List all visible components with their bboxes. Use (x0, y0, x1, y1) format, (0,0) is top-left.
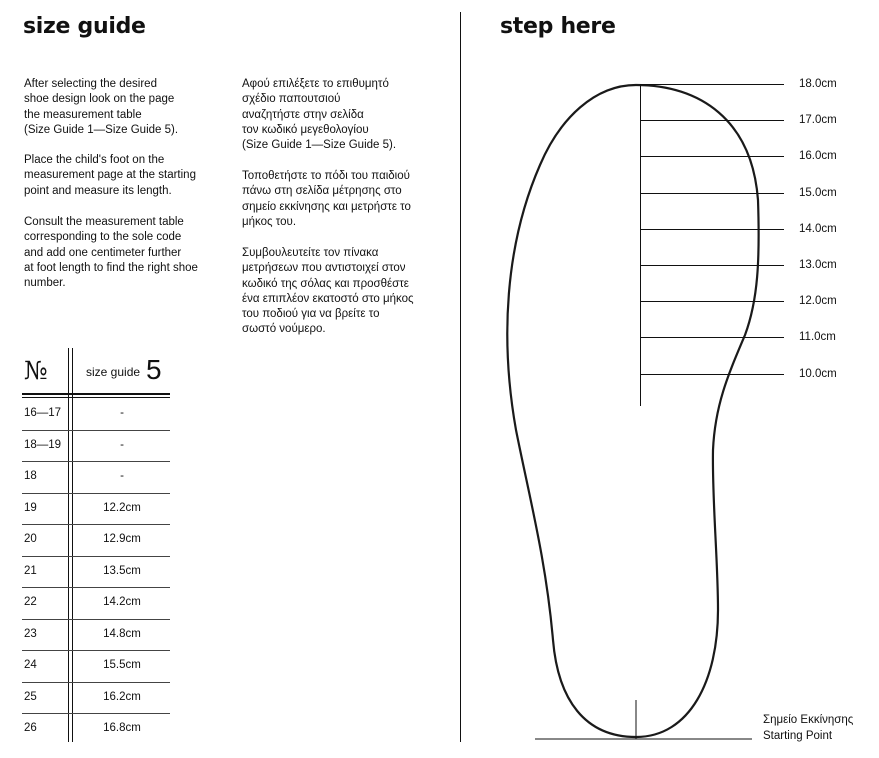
shoe-number-cell: 24 (24, 659, 37, 671)
ruler-tick (640, 229, 784, 230)
ruler-tick (640, 374, 784, 375)
instruction-en-3: Consult the measurement table corresponding to the sole code and add one centimeter further at foot length to find the right shoe number. (24, 216, 198, 290)
ruler-axis (640, 84, 641, 406)
ruler-tick (640, 265, 784, 266)
step-here-title: step here (500, 14, 616, 39)
instruction-en-2: Place the child's foot on the measurement page at the starting point and measure its length. (24, 154, 196, 197)
starting-point-label-en: Starting Point (763, 730, 833, 742)
shoe-number-cell: 18 (24, 470, 37, 482)
ruler-tick-label: 12.0cm (799, 295, 837, 308)
shoe-number-cell: 25 (24, 690, 37, 703)
ruler-tick-label: 13.0cm (799, 259, 837, 271)
foot-length-cell: 15.5cm (103, 659, 141, 671)
size-guide-number: 5 (146, 354, 162, 385)
shoe-number-cell: 16—17 (24, 407, 62, 419)
foot-length-cell: - (120, 407, 124, 419)
size-guide-title: size guide (23, 14, 146, 39)
foot-length-cell: 12.2cm (103, 501, 141, 514)
ruler-tick (640, 193, 784, 194)
ruler-tick (640, 337, 784, 338)
foot-length-cell: 13.5cm (103, 564, 141, 577)
ruler-tick-label: 14.0cm (799, 222, 837, 235)
shoe-number-cell: 23 (24, 627, 37, 640)
starting-point-label-el: Σημείο Εκκίνησης (763, 714, 854, 726)
foot-length-cell: 16.8cm (103, 722, 141, 734)
instruction-en-1: After selecting the desired shoe design look on the page the measurement table (Size Guide 1—Size Guide 5). (24, 78, 179, 136)
foot-length-cell: 14.8cm (103, 627, 141, 640)
foot-length-cell: 14.2cm (103, 596, 141, 608)
shoe-number-cell: 18—19 (24, 438, 62, 451)
foot-length-cell: 12.9cm (103, 533, 141, 545)
ruler-tick (640, 156, 784, 157)
shoe-number-cell: 21 (24, 564, 37, 577)
shoe-number-cell: 19 (24, 501, 37, 514)
ruler-tick (640, 84, 784, 85)
shoe-number-cell: 20 (24, 533, 37, 545)
size-guide-column-header: size guide (86, 365, 141, 379)
ruler-tick-label: 18.0cm (799, 78, 837, 90)
foot-length-cell: - (120, 470, 124, 482)
number-column-header: № (24, 356, 48, 385)
ruler-tick-label: 10.0cm (799, 367, 837, 380)
ruler-tick (640, 120, 784, 121)
ruler-tick-label: 11.0cm (799, 331, 836, 344)
ruler-tick-label: 17.0cm (799, 114, 837, 127)
foot-length-cell: - (120, 438, 124, 451)
instruction-el-1: Αφού επιλέξετε το επιθυμητό σχέδιο παπουτσιού αναζητήστε στην σελίδα τον κωδικό μεγεθολογίου (Size Guide 1—Size Guide 5). (242, 78, 397, 152)
shoe-number-cell: 26 (24, 722, 37, 734)
ruler-tick-label: 15.0cm (799, 186, 837, 199)
shoe-number-cell: 22 (24, 596, 37, 608)
ruler-tick (640, 301, 784, 302)
instruction-el-3: Συμβουλευτείτε τον πίνακα μετρήσεων που αντιστοιχεί στον κωδικό της σόλας και προσθέστε ένα επιπλέον εκατοστό στο μήκος του ποδιού για να βρείτε το σωστό νούμερο. (242, 247, 414, 336)
ruler-tick-label: 16.0cm (799, 150, 837, 163)
instruction-el-2: Τοποθετήστε το πόδι του παιδιού πάνω στη σελίδα μέτρησης στο σημείο εκκίνησης και μετρήστε το μήκος του. (242, 170, 411, 228)
foot-length-cell: 16.2cm (103, 690, 141, 703)
sole-outline-path (507, 85, 758, 737)
